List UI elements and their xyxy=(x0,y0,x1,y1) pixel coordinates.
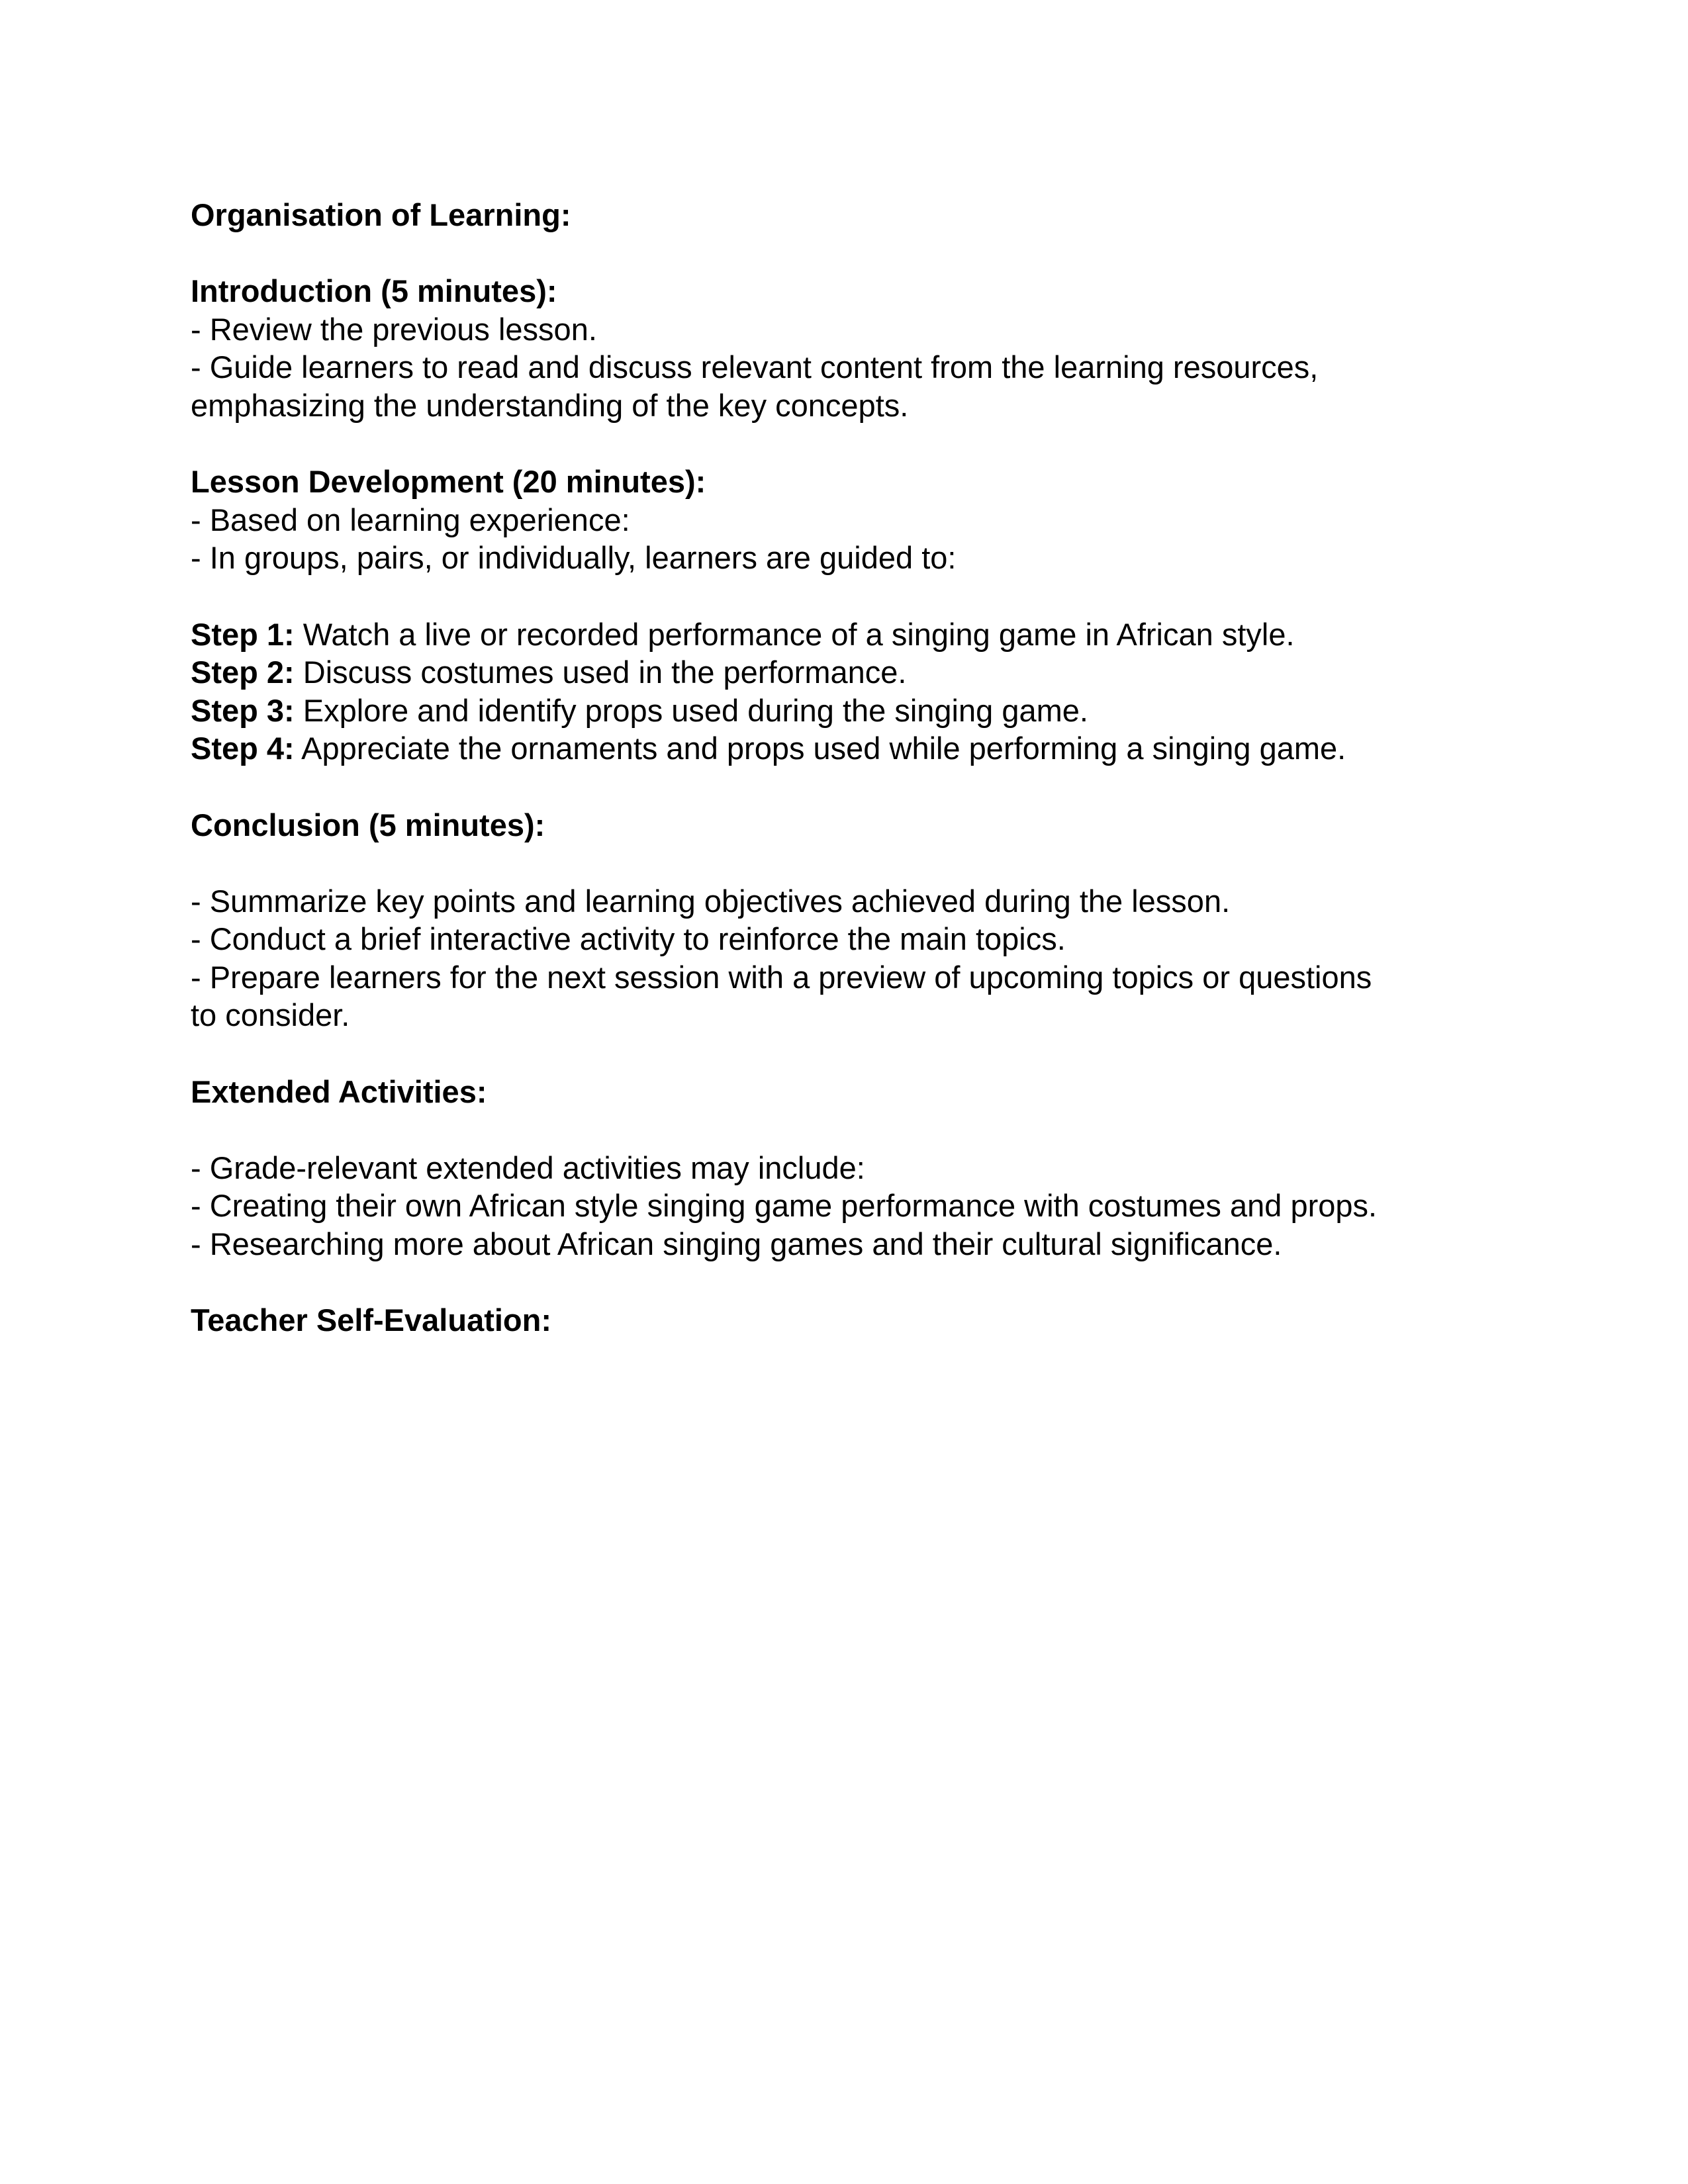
blank-line xyxy=(191,1034,1488,1073)
blank-line xyxy=(191,844,1488,882)
heading-extended-activities: Extended Activities: xyxy=(191,1073,487,1109)
extended-bullet-grade: - Grade-relevant extended activities may include: xyxy=(191,1150,865,1185)
step-1-text: Watch a live or recorded performance of a singing game in African style. xyxy=(294,616,1295,652)
blank-line xyxy=(191,577,1488,615)
blank-line xyxy=(191,425,1488,463)
conclusion-bullet-prepare: - Prepare learners for the next session with a preview of upcoming topics or questions xyxy=(191,959,1372,995)
development-bullet-groups: - In groups, pairs, or individually, learners are guided to: xyxy=(191,540,957,576)
step-2-line xyxy=(191,653,1488,692)
heading-introduction: Introduction (5 minutes): xyxy=(191,273,557,309)
step-4-label: Step 4: xyxy=(191,731,295,766)
extended-bullet-creating: - Creating their own African style singing game performance with costumes and props. xyxy=(191,1188,1378,1224)
step-3-text: Explore and identify props used during the singing game. xyxy=(294,692,1088,728)
conclusion-bullet-summarize: - Summarize key points and learning objectives achieved during the lesson. xyxy=(191,883,1231,919)
heading-lesson-development: Lesson Development (20 minutes): xyxy=(191,464,706,500)
step-3-line xyxy=(191,692,1488,730)
blank-line xyxy=(191,768,1488,806)
step-2-text: Discuss costumes used in the performance. xyxy=(294,655,907,690)
development-bullet-based: - Based on learning experience: xyxy=(191,502,630,537)
intro-bullet-guide-wrap: emphasizing the understanding of the key concepts. xyxy=(191,387,909,423)
heading-organisation-of-learning: Organisation of Learning: xyxy=(191,197,571,232)
step-4-line xyxy=(191,729,1488,768)
blank-line xyxy=(191,234,1488,273)
heading-teacher-self-evaluation: Teacher Self-Evaluation: xyxy=(191,1302,551,1338)
blank-line xyxy=(191,1263,1488,1302)
step-4-text: Appreciate the ornaments and props used while performing a singing game. xyxy=(294,731,1346,766)
blank-line xyxy=(191,1111,1488,1149)
intro-bullet-review: - Review the previous lesson. xyxy=(191,311,597,347)
step-1-line xyxy=(191,615,1488,654)
conclusion-bullet-prepare-wrap: to consider. xyxy=(191,997,350,1033)
conclusion-bullet-conduct: - Conduct a brief interactive activity to reinforce the main topics. xyxy=(191,921,1066,957)
heading-conclusion: Conclusion (5 minutes): xyxy=(191,807,545,842)
step-3-label: Step 3: xyxy=(191,692,295,728)
step-1-label: Step 1: xyxy=(191,616,295,652)
intro-bullet-guide: - Guide learners to read and discuss relevant content from the learning resources, xyxy=(191,349,1319,385)
document-body xyxy=(191,196,1488,1340)
step-2-label: Step 2: xyxy=(191,655,295,690)
extended-bullet-researching: - Researching more about African singing games and their cultural significance. xyxy=(191,1226,1282,1262)
